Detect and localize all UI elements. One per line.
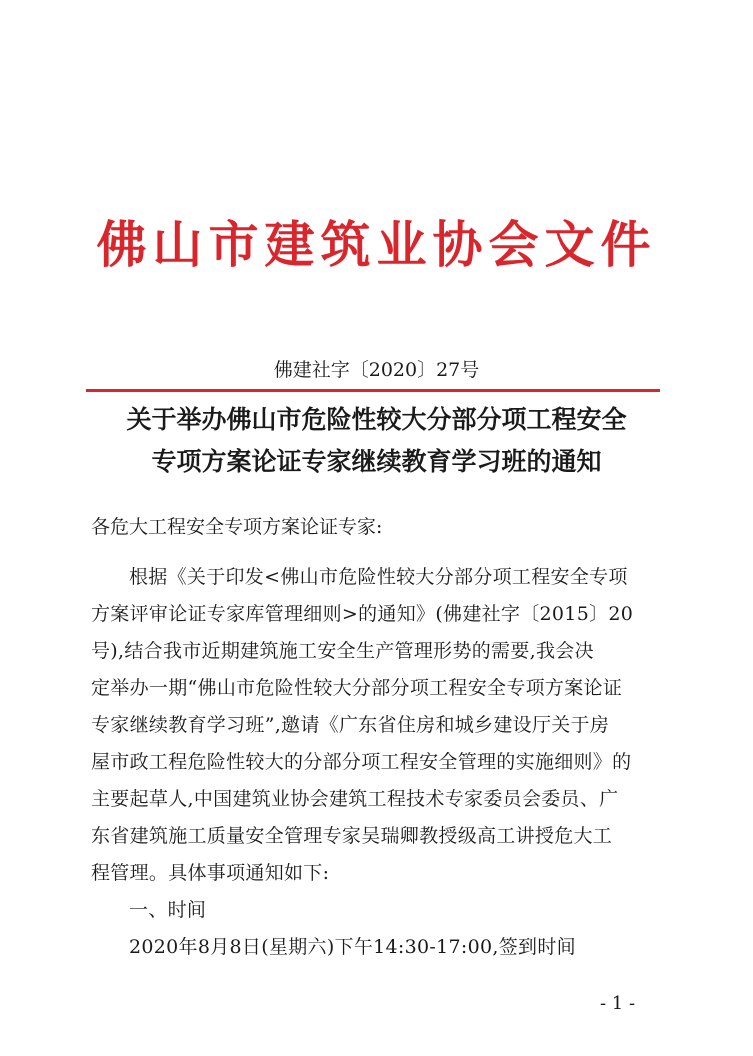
body-line-1: 根据《关于印发<佛山市危险性较大分部分项工程安全专项 xyxy=(129,566,628,588)
salutation: 各危大工程安全专项方案论证专家: xyxy=(91,516,383,538)
body-line-5: 专家继续教育学习班”,邀请《广东省住房和城乡建设厅关于房 xyxy=(91,714,610,736)
time-line: 2020年8月8日(星期六)下午14:30-17:00,签到时间 xyxy=(129,936,576,958)
org-header-title: 佛山市建筑业协会文件 xyxy=(96,215,657,274)
body-line-8: 东省建筑施工质量安全管理专家吴瑞卿教授级高工讲授危大工 xyxy=(91,825,613,847)
section-heading-time: 一、时间 xyxy=(129,899,207,921)
body-line-2: 方案评审论证专家库管理细则>的通知》(佛建社字〔2015〕20 xyxy=(91,603,634,625)
body-line-3: 号),结合我市近期建筑施工安全生产管理形势的需要,我会决 xyxy=(91,640,594,662)
red-divider-line xyxy=(86,389,660,392)
notice-title-line-1: 关于举办佛山市危险性较大分部分项工程安全 xyxy=(126,405,627,434)
body-line-7: 主要起草人,中国建筑业协会建筑工程技术专家委员会委员、广 xyxy=(91,788,619,810)
document-number: 佛建社字〔2020〕27号 xyxy=(273,359,480,381)
page-number: - 1 - xyxy=(600,993,636,1014)
body-line-9: 程管理。具体事项通知如下: xyxy=(91,862,330,884)
notice-title-line-2: 专项方案论证专家继续教育学习班的通知 xyxy=(151,447,602,476)
body-line-6: 屋市政工程危险性较大的分部分项工程安全管理的实施细则》的 xyxy=(91,751,632,773)
body-line-4: 定举办一期“佛山市危险性较大分部分项工程安全专项方案论证 xyxy=(91,677,623,699)
